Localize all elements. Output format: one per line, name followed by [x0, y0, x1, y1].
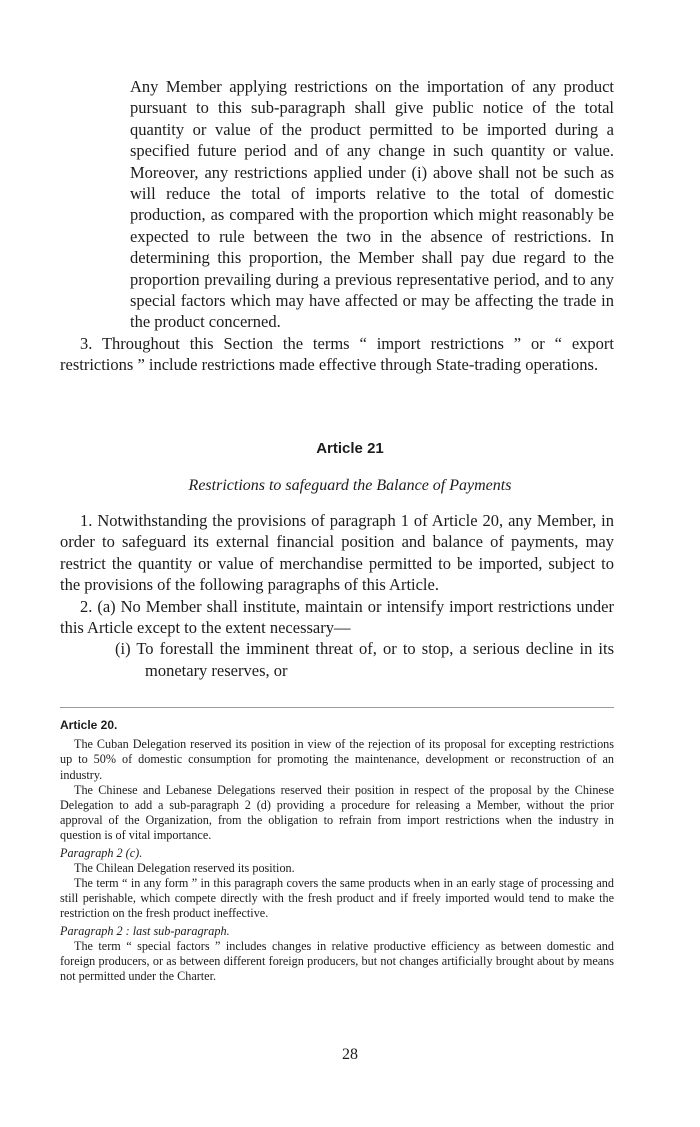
footnotes: [60, 718, 614, 984]
footnote-note-4: The term “ in any form ” in this paragraph covers the same products when in an early stage of processing and still perishable, which compete directly with the fresh product and if freely imported would tend to make the restriction on the fresh product ineffective.: [60, 876, 614, 921]
footnote-note-3: The Chilean Delegation reserved its position.: [74, 860, 295, 875]
article-item-i: (i) To forestall the imminent threat of, or to stop, a serious decline in its monetary reserves, or: [115, 639, 614, 680]
footnote-divider: [60, 707, 614, 708]
article-paragraph-2: 2. (a) No Member shall institute, maintain or intensify import restrictions under this Article except to the extent necessary—: [60, 596, 614, 638]
article-paragraph-1: 1. Notwithstanding the provisions of paragraph 1 of Article 20, any Member, in order to safeguard its external financial position and balance of payments, may restrict the quantity or value of merchandise permitted to be imported, subject to the provisions of the following paragraphs of this Article.: [60, 511, 614, 595]
section-3-paragraph: 3. Throughout this Section the terms “ import restrictions ” or “ export restrictions ” include restrictions made effective through State-trading operations.: [60, 333, 614, 375]
article-subtitle: Restrictions to safeguard the Balance of Payments: [188, 477, 512, 494]
footnote-subheading-2: Paragraph 2 : last sub-paragraph.: [60, 923, 230, 938]
footnote-note-5: The term “ special factors ” includes changes in relative productive efficiency as between domestic and foreign producers, or as between different foreign producers, but not changes artificially brought about by means not permitted under the Charter.: [60, 938, 614, 984]
footnote-note-2: The Chinese and Lebanese Delegations reserved their position in respect of the proposal by the Chinese Delegation to add a sub-paragraph 2 (d) providing a procedure for releasing a Member, without the prior approval of the Organization, from the obligation to refrain from import restrictions when the industry in question is of vital importance.: [60, 782, 614, 843]
continuation-block: [60, 76, 614, 376]
footnote-heading: Article 20.: [60, 718, 118, 732]
continuation-paragraph: Any Member applying restrictions on the importation of any product pursuant to this sub-paragraph shall give public notice of the total quantity or value of the product permitted to be imported during a specified future period and of any change in such quantity or value. Moreover, any restrictions applied under (i) above shall not be such as will reduce the total of imports relative to the total of domestic production, as compared with the proportion which might reasonably be expected to rule between the two in the absence of restrictions. In determining this proportion, the Member shall pay due regard to the proportion prevailing during a previous representative period, and to any special factors which may have affected or may be affecting the trade in the product concerned.: [130, 77, 614, 332]
article-body: [60, 510, 614, 681]
footnote-note-1: The Cuban Delegation reserved its position in view of the rejection of its proposal for excepting restrictions up to 50% of domestic consumption for promoting the maintenance, development or reconstruction of an industry.: [60, 737, 614, 782]
page-number: 28: [342, 1046, 358, 1063]
footnote-subheading-1: Paragraph 2 (c).: [60, 845, 143, 860]
article-heading: Article 21: [316, 440, 384, 457]
